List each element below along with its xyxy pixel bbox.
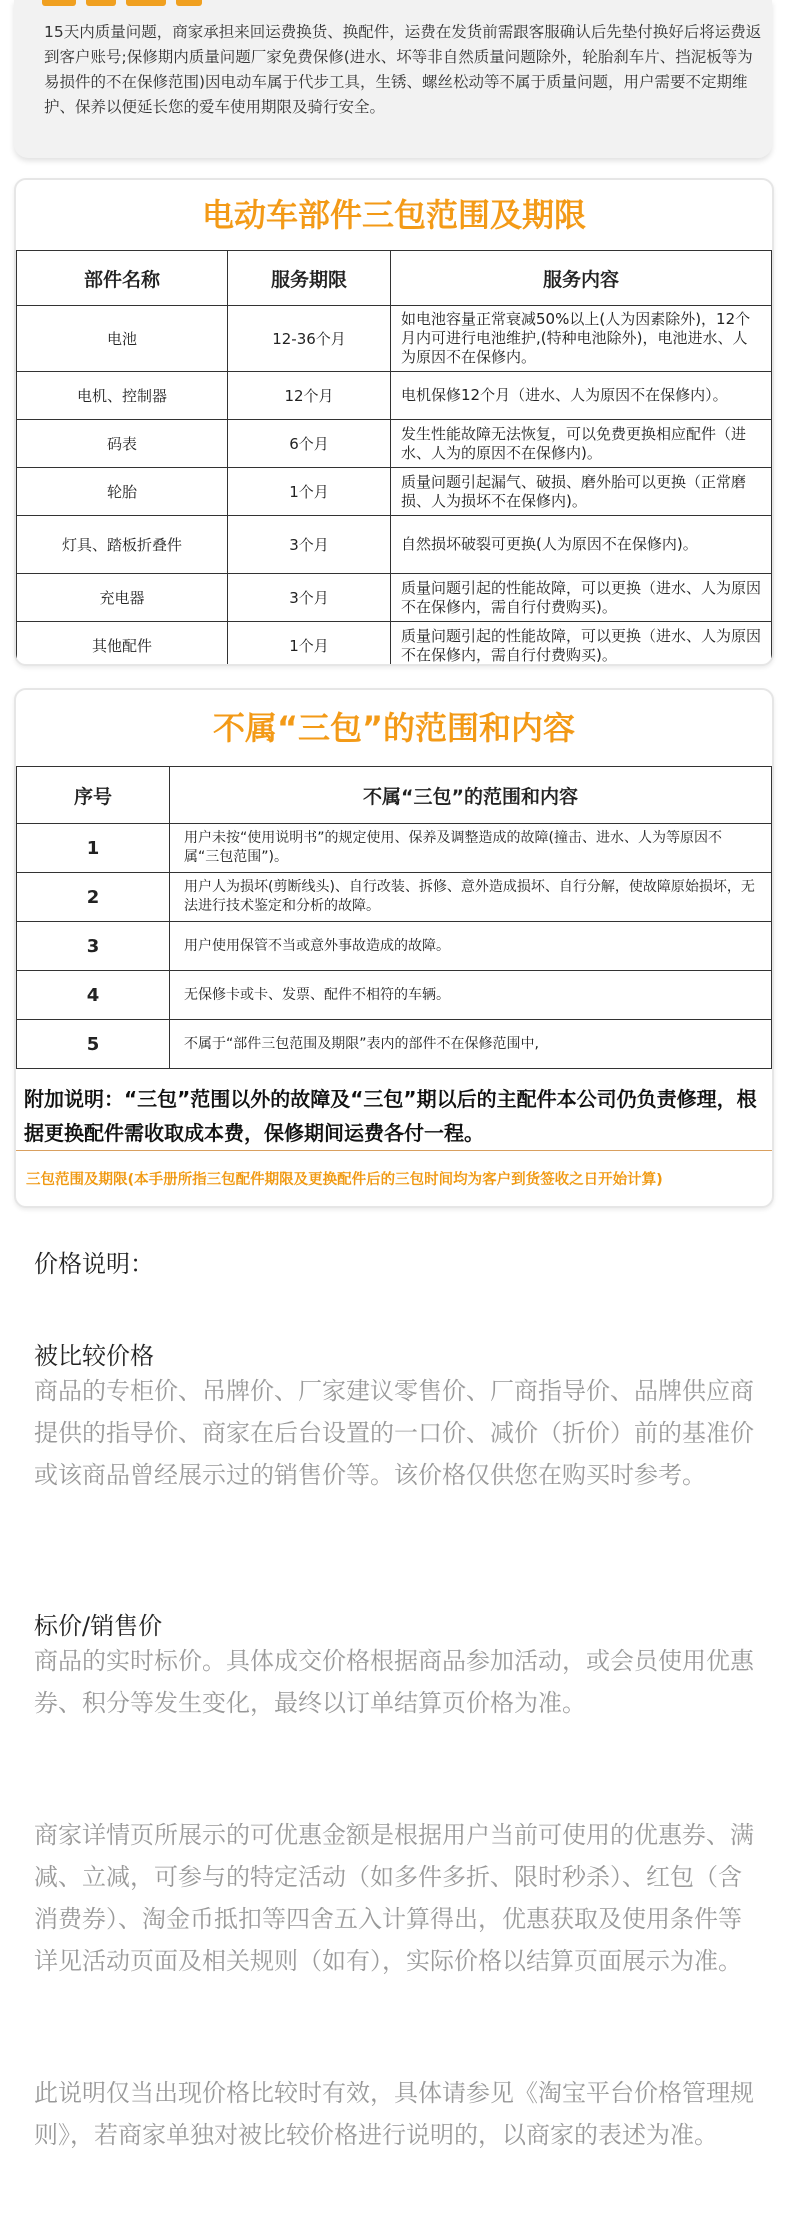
sale-price-text: 商品的实时标价。具体成交价格根据商品参加活动，或会员使用优惠券、积分等发生变化，最终以订单结算页价格为准。 bbox=[34, 1647, 754, 1717]
exclusion-content: 用户人为损坏(剪断线头)、自行改装、拆修、意外造成损坏、自行分解，使故障原始损坏，无法进行技术鉴定和分析的故障。 bbox=[170, 873, 772, 922]
service-content: 如电池容量正常衰减50%以上(人为因素除外)，12个月内可进行电池维护,(特种电池除外)，电池进水、人为原因不在保修内。 bbox=[391, 306, 772, 372]
row-number: 5 bbox=[17, 1020, 170, 1069]
footer-text: 三包范围及期限(本手册所指三包配件期限及更换配件后的三包时间均为客户到货签收之日开始计算) bbox=[26, 1172, 663, 1188]
table-row bbox=[17, 516, 772, 574]
service-period: 12-36个月 bbox=[228, 306, 391, 372]
part-name: 轮胎 bbox=[17, 468, 228, 516]
warranty-period-footer bbox=[16, 1150, 772, 1205]
part-name: 其他配件 bbox=[17, 622, 228, 667]
service-period: 12个月 bbox=[228, 372, 391, 420]
part-name: 灯具、踏板折叠件 bbox=[17, 516, 228, 574]
service-period: 1个月 bbox=[228, 468, 391, 516]
service-content: 质量问题引起漏气、破损、磨外胎可以更换（正常磨损、人为损坏不在保修内)。 bbox=[391, 468, 772, 516]
header-number: 序号 bbox=[17, 767, 170, 824]
table-row bbox=[17, 824, 772, 873]
service-content: 质量问题引起的性能故障，可以更换（进水、人为原因不在保修内，需自行付费购买)。 bbox=[391, 574, 772, 622]
price-rule-note: 此说明仅当出现价格比较时有效，具体请参见《淘宝平台价格管理规则》，若商家单独对被比较价格进行说明的，以商家的表述为准。 bbox=[34, 2079, 754, 2149]
warranty-table bbox=[16, 250, 772, 666]
exclusion-table-title: 不属“三包”的范围和内容 bbox=[212, 709, 576, 747]
service-content: 自然损坏破裂可更换(人为原因不在保修内)。 bbox=[391, 516, 772, 574]
part-name: 电机、控制器 bbox=[17, 372, 228, 420]
table-row bbox=[17, 468, 772, 516]
additional-note: 附加说明：“三包”范围以外的故障及“三包”期以后的主配件本公司仍负责修理，根据更换配件需收取成本费，保修期间运费各付一程。 bbox=[24, 1087, 757, 1145]
warranty-note-text: 15天内质量问题，商家承担来回运费换货、换配件，运费在发货前需跟客服确认后先垫付换好后将运费返到客户账号;保修期内质量问题厂家免费保修(进水、坏等非自然质量问题除外，轮胎刹车片、挡泥板等为易损件的不在保修范围)因电动车属于代步工具，生锈、螺丝松动等不属于质量问题，用户需要不定期维护、保养以便延长您的爱车使用期限及骑行安全。 bbox=[44, 23, 762, 116]
part-name: 充电器 bbox=[17, 574, 228, 622]
warranty-scope-card bbox=[14, 178, 774, 666]
part-name: 码表 bbox=[17, 420, 228, 468]
exclusion-content: 用户未按“使用说明书”的规定使用、保养及调整造成的故障(撞击、进水、人为等原因不属“三包范围”)。 bbox=[170, 824, 772, 873]
part-name: 电池 bbox=[17, 306, 228, 372]
exclusion-table bbox=[16, 766, 772, 1069]
price-info-heading: 价格说明： bbox=[34, 1250, 154, 1278]
table-row bbox=[17, 420, 772, 468]
exclusion-content: 不属于“部件三包范围及期限”表内的部件不在保修范围中, bbox=[170, 1020, 772, 1069]
row-number: 4 bbox=[17, 971, 170, 1020]
table-row bbox=[17, 1020, 772, 1069]
table-row bbox=[17, 873, 772, 922]
service-content: 发生性能故障无法恢复，可以免费更换相应配件（进水、人为的原因不在保修内)。 bbox=[391, 420, 772, 468]
table-row bbox=[17, 971, 772, 1020]
service-period: 6个月 bbox=[228, 420, 391, 468]
warranty-table-title: 电动车部件三包范围及期限 bbox=[201, 196, 586, 234]
table-row bbox=[17, 922, 772, 971]
service-content: 电机保修12个月（进水、人为原因不在保修内）。 bbox=[391, 372, 772, 420]
service-period: 3个月 bbox=[228, 516, 391, 574]
header-service-content: 服务内容 bbox=[391, 251, 772, 306]
service-period: 3个月 bbox=[228, 574, 391, 622]
exclusion-content: 用户使用保管不当或意外事故造成的故障。 bbox=[170, 922, 772, 971]
sale-price-title: 标价/销售价 bbox=[34, 1612, 163, 1640]
warranty-note-panel bbox=[14, 0, 772, 158]
row-number: 3 bbox=[17, 922, 170, 971]
discount-info-text: 商家详情页所展示的可优惠金额是根据用户当前可使用的优惠券、满减、立减，可参与的特定活动（如多件多折、限时秒杀）、红包（含消费券）、淘金币抵扣等四舍五入计算得出，优惠获取及使用条件等详见活动页面及相关规则（如有），实际价格以结算页面展示为准。 bbox=[34, 1821, 754, 1975]
exclusion-content: 无保修卡或卡、发票、配件不相符的车辆。 bbox=[170, 971, 772, 1020]
table-row bbox=[17, 622, 772, 667]
header-part-name: 部件名称 bbox=[17, 251, 228, 306]
service-content: 质量问题引起的性能故障，可以更换（进水、人为原因不在保修内，需自行付费购买)。 bbox=[391, 622, 772, 667]
exclusion-scope-card bbox=[14, 688, 774, 1208]
table-header-row bbox=[17, 251, 772, 306]
compare-price-text: 商品的专柜价、吊牌价、厂家建议零售价、厂商指导价、品牌供应商提供的指导价、商家在后台设置的一口价、减价（折价）前的基准价或该商品曾经展示过的销售价等。该价格仅供您在购买时参考。 bbox=[34, 1377, 754, 1489]
header-exclusion-content: 不属“三包”的范围和内容 bbox=[170, 767, 772, 824]
service-period: 1个月 bbox=[228, 622, 391, 667]
row-number: 1 bbox=[17, 824, 170, 873]
table-header-row bbox=[17, 767, 772, 824]
decorative-header-fragment bbox=[42, 0, 222, 8]
row-number: 2 bbox=[17, 873, 170, 922]
table-row bbox=[17, 306, 772, 372]
table-row bbox=[17, 574, 772, 622]
compare-price-title: 被比较价格 bbox=[34, 1342, 154, 1370]
table-row bbox=[17, 372, 772, 420]
header-service-period: 服务期限 bbox=[228, 251, 391, 306]
